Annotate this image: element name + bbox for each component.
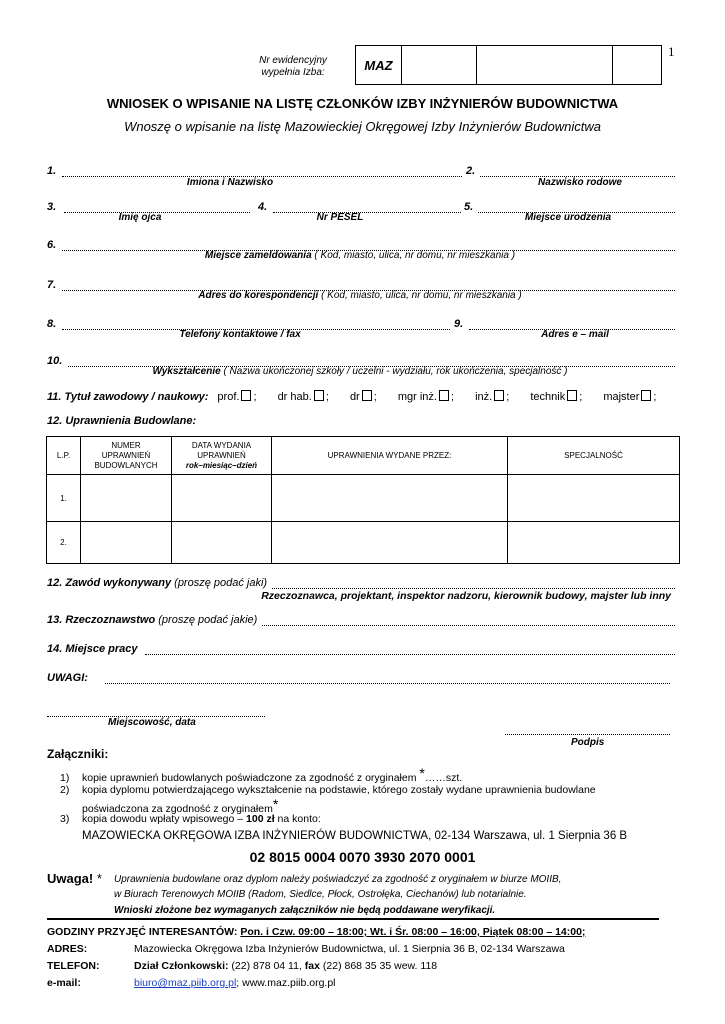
attachment-1: 1) kopie uprawnień budowlanych poświadczone za zgodność z oryginałem *……szt.: [60, 765, 463, 784]
maiden-name-label: Nazwisko rodowe: [538, 177, 622, 188]
title-option-inz[interactable]: inż. ;: [475, 391, 510, 403]
field-3-number: 3.: [47, 201, 57, 213]
note-label: Uwaga! *: [47, 871, 102, 886]
title-option-dr[interactable]: dr ;: [349, 391, 377, 403]
row-2-wydane-cell[interactable]: [272, 522, 508, 564]
footer-hours: GODZINY PRZYJĘĆ INTERESANTÓW: Pon. i Czw. 09:00 – 18:00; Wt. i Śr. 08:00 – 16:00, Piątek 08:00 – 14:00;: [47, 926, 586, 938]
evidence-number-box[interactable]: [355, 45, 662, 85]
occupation-hint: (proszę podać jaki): [174, 577, 268, 589]
checkbox-majster[interactable]: [641, 390, 651, 401]
field-8-number: 8.: [47, 318, 57, 330]
education-label: [80, 366, 640, 377]
field-7-number: 7.: [47, 279, 57, 291]
occupation-label: [47, 577, 267, 589]
footer-phone: TELEFON: Dział Członkowski: (22) 878 04 11, fax (22) 868 35 35 wew. 118: [47, 960, 438, 972]
header-wydane: UPRAWNIENIA WYDANE PRZEZ:: [272, 437, 508, 475]
page-number: 1: [668, 44, 675, 59]
workplace-input[interactable]: [145, 654, 675, 655]
occupation-input[interactable]: [272, 588, 675, 589]
title-row: [47, 390, 687, 403]
evidence-label: [238, 55, 348, 79]
footer-divider: [47, 918, 659, 920]
occupation-sub: Rzeczoznawca, projektant, inspektor nadzoru, kierownik budowy, majster lub inny: [261, 590, 671, 602]
attachments-title: Załączniki:: [47, 747, 109, 761]
footer-email: e-mail: biuro@maz.piib.org.pl; www.maz.piib.org.pl: [47, 977, 336, 989]
title-option-technik[interactable]: technik ;: [530, 391, 583, 403]
www-link[interactable]: www.maz.piib.org.pl: [242, 977, 336, 989]
qualifications-table: [46, 436, 680, 564]
birthplace-label: Miejsce urodzenia: [524, 212, 612, 223]
row-1-data-cell[interactable]: [172, 475, 272, 522]
signature-input[interactable]: [505, 734, 670, 735]
bank-name: MAZOWIECKA OKRĘGOWA IZBA INŻYNIERÓW BUDOWNICTWA, 02-134 Warszawa, ul. 1 Sierpnia 36 B: [82, 830, 628, 842]
expertise-input[interactable]: [262, 625, 675, 626]
evidence-prefix: MAZ: [356, 46, 402, 84]
header-data: DATA WYDANIA UPRAWNIEŃ rok–miesiąc–dzień: [172, 437, 272, 475]
checkbox-prof[interactable]: [241, 390, 251, 401]
note-line-1: Uprawnienia budowlane oraz dyplom należy poświadczyć za zgodność z oryginałem w biurze MOIIB,: [114, 874, 562, 885]
note-line-2: w Biurach Terenowych MOIIB (Radom, Siedlce, Płock, Ostrołęka, Ciechanów) lub notarialnie.: [114, 889, 527, 900]
title-row-label: 11. Tytuł zawodowy / naukowy:: [47, 391, 209, 403]
field-4-number: 4.: [258, 201, 268, 213]
education-hint: ( Nazwa ukończonej szkoły / uczelni - wydziału, rok ukończenia, specjalność ): [223, 366, 568, 377]
row-2-lp: 2.: [47, 522, 81, 564]
table-row: [47, 475, 680, 522]
checkbox-inz[interactable]: [494, 390, 504, 401]
footer-address: ADRES: Mazowiecka Okręgowa Izba Inżynierów Budownictwa, ul. 1 Sierpnia 36 B, 02-134 Warszawa: [47, 943, 565, 955]
table-row: [47, 522, 680, 564]
education-label-text: Wykształcenie: [152, 366, 221, 377]
field-1-number: 1.: [47, 165, 57, 177]
checkbox-mgr-inz[interactable]: [439, 390, 449, 401]
checkbox-dr[interactable]: [362, 390, 372, 401]
correspondence-address-hint: ( Kod, miasto, ulica, nr domu, nr mieszkania ): [321, 290, 522, 301]
expertise-hint: (proszę podać jakie): [158, 614, 258, 626]
page-title: WNIOSEK O WPISANIE NA LISTĘ CZŁONKÓW IZBY INŻYNIERÓW BUDOWNICTWA: [106, 96, 619, 111]
header-spec: SPECJALNOŚĆ: [508, 437, 680, 475]
row-1-wydane-cell[interactable]: [272, 475, 508, 522]
note-line-3: Wnioski złożone bez wymaganych załączników nie będą poddawane weryfikacji.: [114, 905, 496, 916]
registered-address-label-text: Miejsce zameldowania: [204, 250, 312, 261]
row-2-numer-cell[interactable]: [81, 522, 172, 564]
registered-address-hint: ( Kod, miasto, ulica, nr domu, nr mieszkania ): [314, 250, 516, 261]
place-date-label: Miejscowość, data: [108, 717, 196, 728]
bank-account: 02 8015 0004 0070 3930 2070 0001: [249, 849, 476, 865]
header-lp: L.P.: [47, 437, 81, 475]
expertise-label: [47, 614, 257, 626]
attachment-3: 3) kopia dowodu wpłaty wpisowego – 100 zł na konto:: [60, 813, 321, 825]
title-option-dr-hab[interactable]: dr hab. ;: [277, 391, 329, 403]
field-9-number: 9.: [454, 318, 464, 330]
remarks-label: UWAGI:: [47, 672, 88, 684]
checkbox-dr-hab[interactable]: [314, 390, 324, 401]
remarks-input[interactable]: [105, 683, 670, 684]
workplace-label: 14. Miejsce pracy: [47, 643, 138, 655]
title-option-prof[interactable]: prof. ;: [217, 391, 257, 403]
phone-label: Telefony kontaktowe / fax: [179, 329, 301, 340]
evidence-label-line2: wypełnia Izba:: [261, 67, 325, 78]
field-5-number: 5.: [464, 201, 474, 213]
expertise-label-text: 13. Rzeczoznawstwo: [47, 614, 156, 626]
title-option-majster[interactable]: majster ;: [603, 391, 657, 403]
row-2-data-cell[interactable]: [172, 522, 272, 564]
registered-address-label: [100, 250, 620, 261]
attachment-2: 2) kopia dyplomu potwierdzającego wykształcenie na podstawie, którego zostały wydane uprawnienia budowlane poświadczona za zgodność z oryginałem*: [60, 784, 596, 815]
pesel-label: Nr PESEL: [316, 212, 364, 223]
email-link[interactable]: biuro@maz.piib.org.pl: [134, 977, 237, 989]
evidence-cell-4[interactable]: [613, 46, 661, 84]
table-header-row: [47, 437, 680, 475]
father-name-label: Imię ojca: [118, 212, 162, 223]
occupation-label-text: 12. Zawód wykonywany: [47, 577, 172, 589]
page-subtitle: Wnoszę o wpisanie na listę Mazowieckiej Okręgowej Izby Inżynierów Budownictwa: [124, 119, 601, 134]
email-label: Adres e – mail: [541, 329, 609, 340]
row-1-numer-cell[interactable]: [81, 475, 172, 522]
correspondence-address-label-text: Adres do korespondencji: [198, 290, 319, 301]
header-numer: NUMER UPRAWNIEŃ BUDOWLANYCH: [81, 437, 172, 475]
checkbox-technik[interactable]: [567, 390, 577, 401]
field-10-number: 10.: [47, 355, 63, 367]
signature-label: Podpis: [571, 737, 605, 748]
field-6-number: 6.: [47, 239, 57, 251]
title-option-mgr-inz[interactable]: mgr inż. ;: [397, 391, 455, 403]
row-2-spec-cell[interactable]: [508, 522, 680, 564]
correspondence-address-label: [100, 290, 620, 301]
full-name-label: Imiona i Nazwisko: [186, 177, 274, 188]
section-12-label: 12. Uprawnienia Budowlane:: [47, 415, 197, 427]
row-1-spec-cell[interactable]: [508, 475, 680, 522]
evidence-cell-2[interactable]: [402, 46, 477, 84]
field-2-number: 2.: [466, 165, 476, 177]
evidence-label-line1: Nr ewidencyjny: [259, 55, 327, 66]
evidence-cell-3[interactable]: [477, 46, 613, 84]
row-1-lp: 1.: [47, 475, 81, 522]
